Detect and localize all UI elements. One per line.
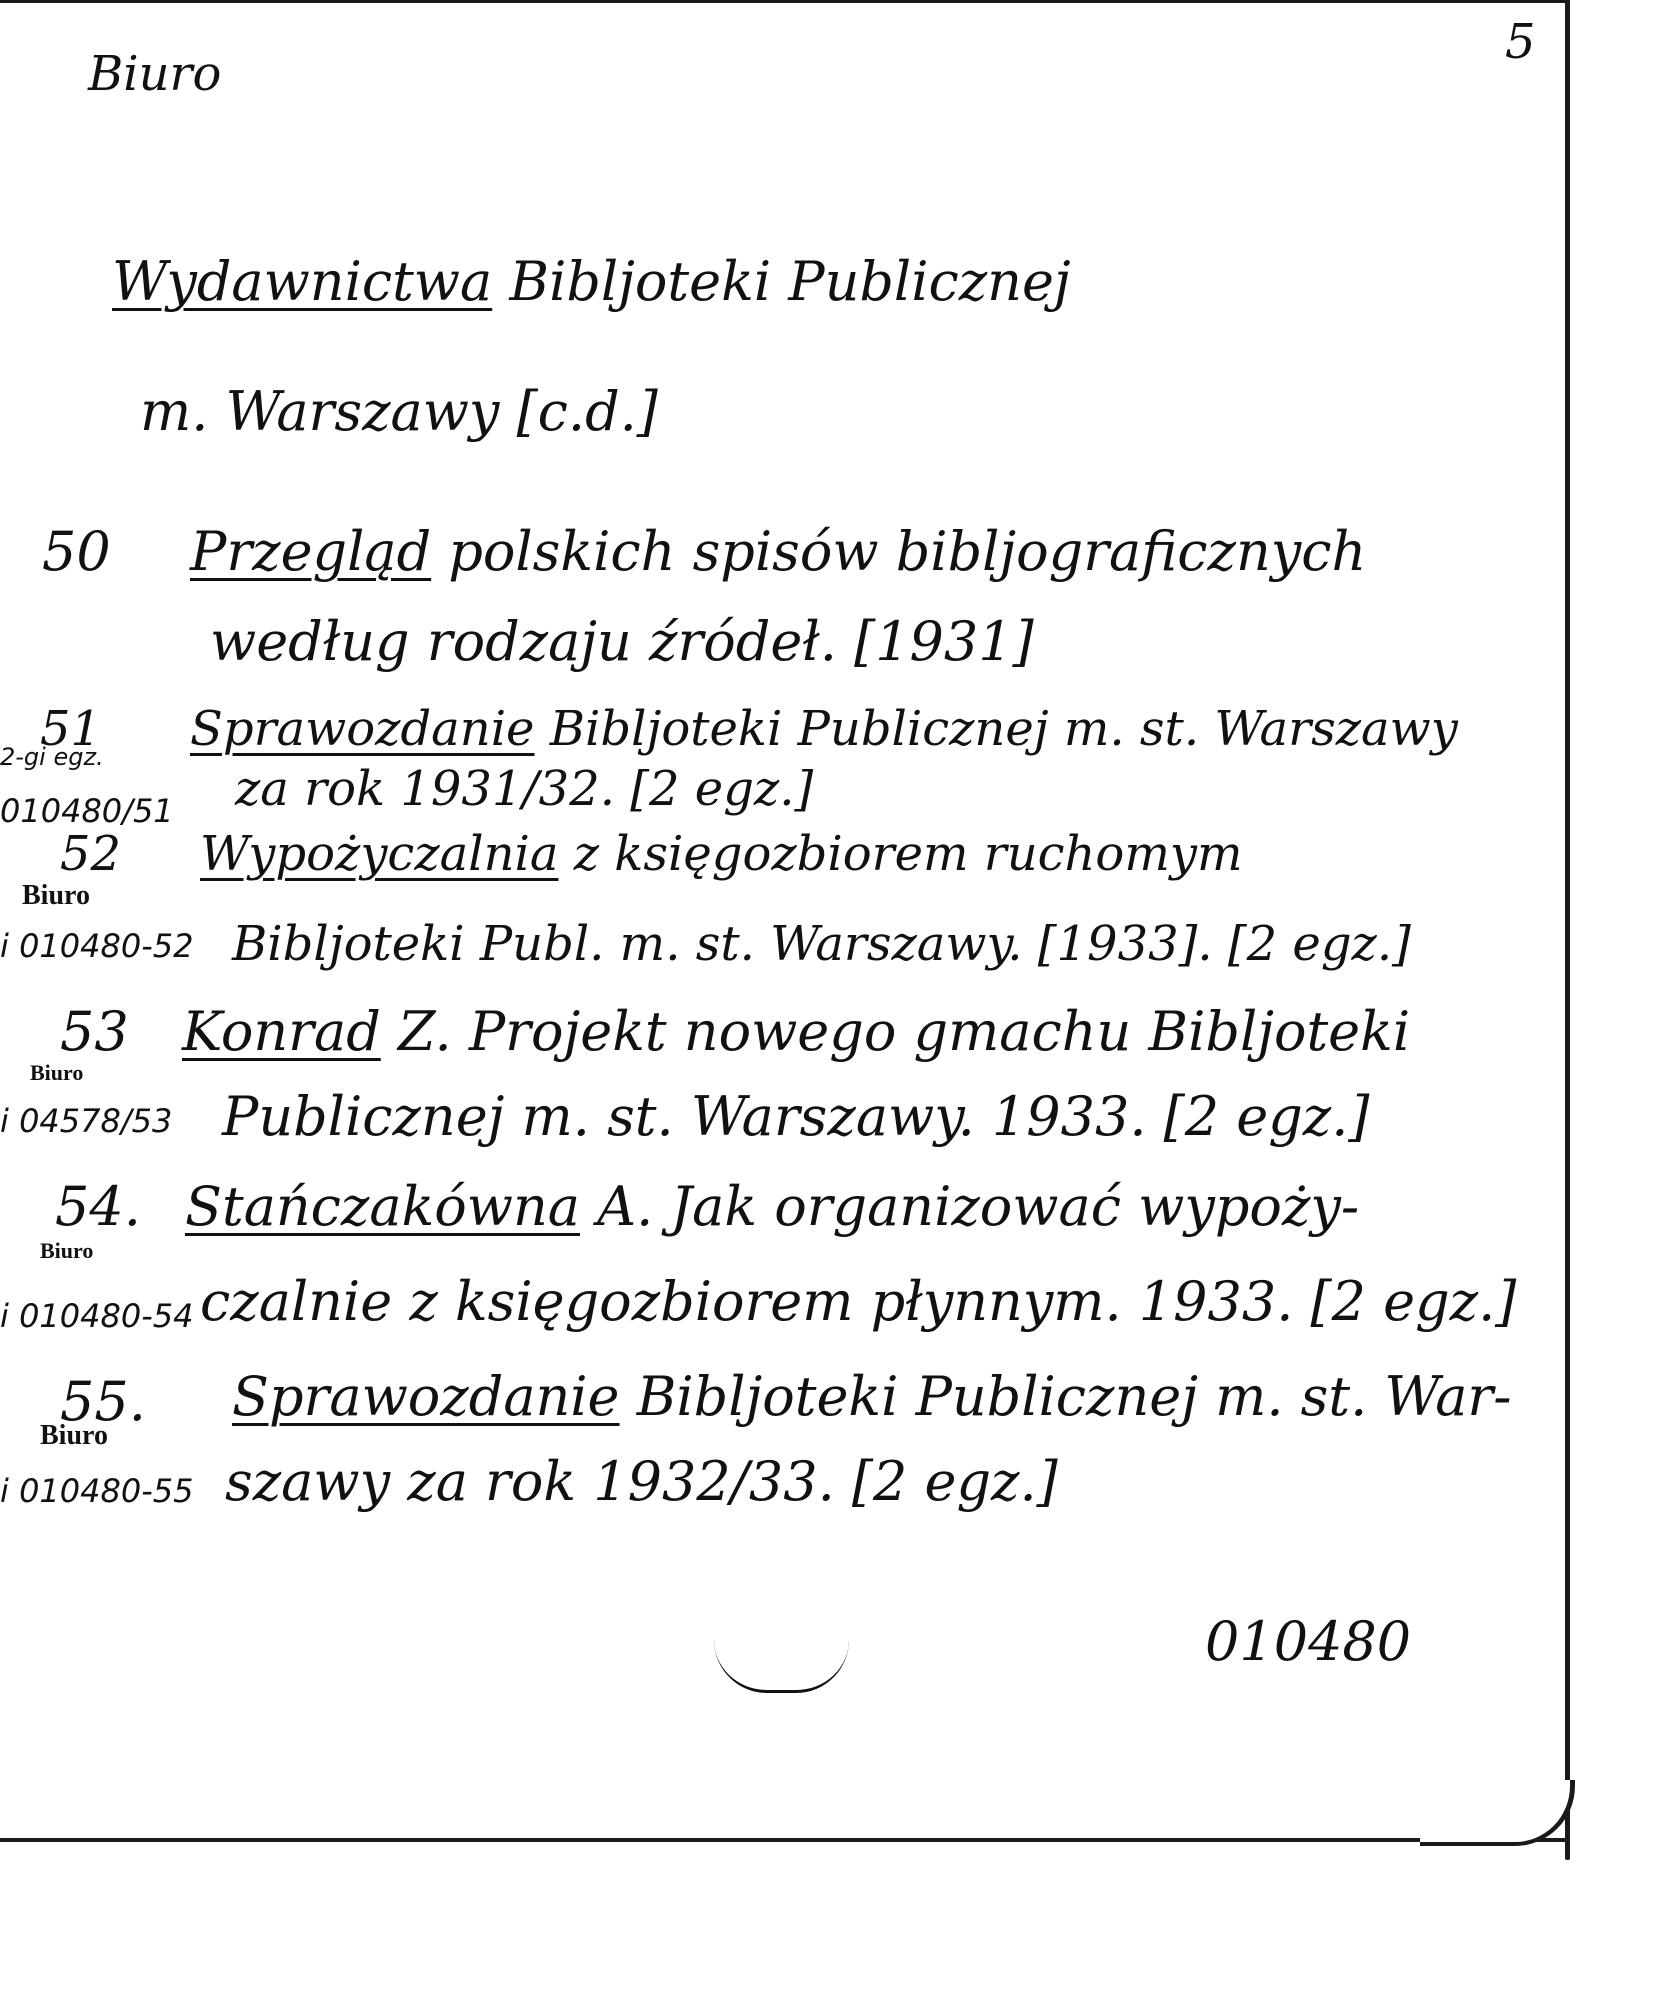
call-number: i 010480-54 xyxy=(0,1297,194,1335)
card-bottom-edge xyxy=(0,1838,1570,1842)
top-left-label: Biuro xyxy=(88,46,222,102)
entry-line-2: Bibljoteki Publ. m. st. Warszawy. [1933]. [2 egz.] xyxy=(232,916,1411,972)
entry-number: 51 xyxy=(40,701,102,757)
card-right-edge xyxy=(1565,0,1570,1860)
entry-line-1-rest: Bibljoteki Publicznej m. st. War- xyxy=(636,1365,1512,1428)
entry-line-1 xyxy=(232,1365,1512,1428)
entry-line-1-rest: Z. Projekt nowego gmachu Bibljoteki xyxy=(397,1000,1411,1063)
call-number: i 04578/53 xyxy=(0,1102,173,1140)
heading-line-2: m. Warszawy [c.d.] xyxy=(140,380,658,443)
entry-title: Stańczakówna xyxy=(185,1175,580,1238)
entry-line-1 xyxy=(190,520,1367,583)
entry-number: 55. xyxy=(60,1370,146,1433)
entry-line-2: szawy za rok 1932/33. [2 egz.] xyxy=(225,1450,1058,1513)
entry-number: 53 xyxy=(60,1000,129,1063)
entry-line-2: według rodzaju źródeł. [1931] xyxy=(210,610,1034,673)
entry-title: Przegląd xyxy=(190,520,432,583)
entry-line-2: za rok 1931/32. [2 egz.] xyxy=(235,761,814,817)
margin-note: Biuro xyxy=(40,1238,94,1263)
curved-mark xyxy=(714,1640,849,1693)
entry-line-2: Publicznej m. st. Warszawy. 1933. [2 egz.] xyxy=(222,1085,1370,1148)
call-number: i 010480-55 xyxy=(0,1472,194,1510)
entry-line-1 xyxy=(182,1000,1411,1063)
entry-title: Konrad xyxy=(182,1000,381,1063)
heading-line-1-rest: Bibljoteki Publicznej xyxy=(509,250,1071,313)
margin-note: Biuro xyxy=(30,1060,84,1085)
entry-line-1 xyxy=(200,826,1243,882)
heading-line-1 xyxy=(112,250,1071,313)
entry-title: Sprawozdanie xyxy=(232,1365,620,1428)
entry-line-1-rest: Bibljoteki Publicznej m. st. Warszawy xyxy=(549,701,1458,757)
entry-number: 50 xyxy=(42,520,111,583)
entry-number: 52 xyxy=(60,826,122,882)
heading-underlined-word: Wydawnictwa xyxy=(112,250,493,313)
entry-line-1 xyxy=(190,701,1458,757)
entry-number: 54. xyxy=(55,1175,141,1238)
margin-note: 2-gi egz. xyxy=(0,743,104,771)
entry-line-1-rest: z księgozbiorem ruchomym xyxy=(573,826,1243,882)
entry-line-1-rest: polskich spisów bibljograficznych xyxy=(448,520,1367,583)
call-number: 010480/51 xyxy=(0,792,174,830)
entry-line-1-rest: A. Jak organizować wypoży- xyxy=(597,1175,1360,1238)
entry-line-1 xyxy=(185,1175,1360,1238)
entry-title: Wypożyczalnia xyxy=(200,826,559,882)
footer-number: 010480 xyxy=(1205,1610,1412,1673)
card-top-edge xyxy=(0,0,1570,3)
entry-line-2: czalnie z księgozbiorem płynnym. 1933. [2 egz.] xyxy=(200,1270,1517,1333)
margin-note: Biuro xyxy=(22,880,90,911)
card-corner xyxy=(1420,1780,1575,1846)
call-number: i 010480-52 xyxy=(0,927,194,965)
entry-title: Sprawozdanie xyxy=(190,701,535,757)
margin-note: Biuro xyxy=(40,1420,108,1451)
page-number: 5 xyxy=(1505,14,1536,70)
